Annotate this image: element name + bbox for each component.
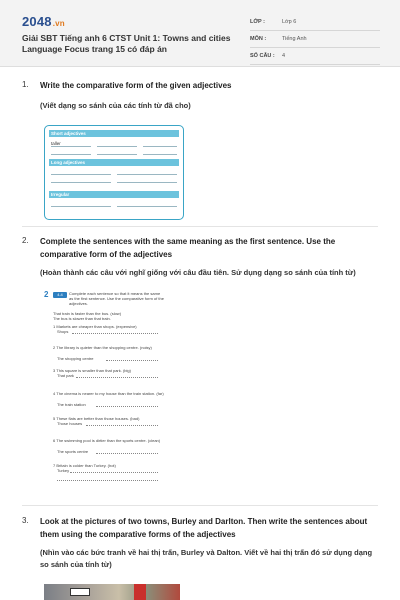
answer-line: [143, 154, 177, 155]
section-short-adjectives: Short adjectives: [49, 130, 179, 137]
logo-suffix: .vn: [52, 19, 65, 28]
item-sentence: 3 This square is smaller than that park. (big): [53, 368, 131, 373]
item-sentence: 5 These flats are better than those houses. (bad): [53, 416, 140, 421]
question-text: Complete the sentences with the same meaning as the first sentence. Use the comparative form of the adjectives: [40, 237, 336, 259]
exercise-instruction: Complete each sentence so that it means the same as the first sentence. Use the comparative form of the adjectives.: [69, 291, 164, 306]
question-3: [22, 516, 382, 580]
page-header: [0, 0, 400, 67]
item-prompt: Shops: [57, 329, 69, 334]
item-prompt: Those houses: [57, 421, 83, 426]
section-divider: [22, 505, 378, 506]
answer-line: [143, 146, 177, 147]
exercise-tag: 4.4: [53, 292, 67, 298]
question-1: [22, 80, 382, 120]
question-translation: (Viết dạng so sánh của các tính từ đã cho): [40, 101, 191, 110]
item-prompt: That park: [57, 373, 74, 378]
item-sentence: 1 Markets are cheaper than shops. (expensive): [53, 324, 137, 329]
document-title: Giải SBT Tiếng anh 6 CTST Unit 1: Towns and cities Language Focus trang 15 có đáp án: [22, 33, 231, 54]
meta-value: Tiếng Anh: [282, 36, 307, 42]
answer-line: [51, 154, 91, 155]
item-sentence: 7 Britain is colder than Turkey. (hot): [53, 463, 116, 468]
answer-line: [117, 174, 177, 175]
question-text: Look at the pictures of two towns, Burley and Darlton. Then write the sentences about them using the comparative forms of the adjectives: [40, 517, 368, 539]
answer-line: [86, 425, 158, 426]
meta-row-grade: [250, 14, 380, 31]
answer-line: [51, 182, 111, 183]
meta-key: LỚP :: [250, 19, 265, 25]
answer-line: [51, 206, 111, 207]
meta-row-count: [250, 48, 380, 65]
meta-table: [250, 14, 380, 65]
section-long-adjectives: Long adjectives: [49, 159, 179, 166]
section-divider: [22, 226, 378, 227]
item-sentence: 4 The cinema is nearer to my house than the train station. (far): [53, 391, 164, 396]
answer-line: [76, 377, 158, 378]
example-sentence: That train is faster than the bus. (slow): [53, 311, 122, 316]
question-translation: (Hoàn thành các câu với nghĩ giống với câu đầu tiên. Sử dụng dạng so sánh của tính từ): [40, 268, 356, 277]
exercise-1-image: [44, 125, 184, 220]
answer-line: [97, 146, 137, 147]
answer-line: [117, 182, 177, 183]
example-answer: The bus is slower than that train.: [53, 316, 111, 321]
answer-line: [70, 472, 158, 473]
question-2: [22, 236, 382, 286]
answer-line: [51, 146, 91, 147]
sample-word: taller: [51, 141, 61, 146]
street-sign: [70, 588, 90, 596]
answer-line: [72, 333, 158, 334]
answer-line: [57, 480, 158, 481]
meta-value: 4: [282, 53, 286, 59]
item-sentence: 6 The swimming pool is dirtier than the sports centre. (clean): [53, 438, 161, 443]
meta-row-subject: [250, 31, 380, 48]
section-irregular: Irregular: [49, 191, 179, 198]
question-number: 1.: [22, 80, 29, 89]
question-text: Write the comparative form of the given adjectives: [40, 81, 232, 90]
item-prompt: Turkey: [57, 468, 70, 473]
item-prompt: The train station: [57, 402, 86, 407]
exercise-number: 2: [44, 290, 49, 299]
item-prompt: The shopping centre: [57, 356, 94, 361]
meta-key: MÔN :: [250, 36, 267, 42]
site-logo[interactable]: [22, 14, 65, 29]
answer-line: [97, 154, 137, 155]
meta-key: SỐ CÂU :: [250, 53, 275, 59]
answer-line: [106, 360, 158, 361]
item-sentence: 2 The library is quieter than the shopping centre. (noisy): [53, 345, 152, 350]
answer-line: [96, 453, 158, 454]
logo-main: 2048: [22, 14, 52, 29]
exercise-3-image: [44, 584, 180, 600]
exercise-2-image: [44, 290, 164, 490]
question-number: 2.: [22, 236, 29, 245]
question-translation: (Nhìn vào các bức tranh về hai thị trấn, Burley và Dalton. Viết về hai thị trấn đó sử dụng dạng so sánh của tính từ): [40, 548, 373, 569]
item-prompt: The sports centre: [57, 449, 89, 454]
question-number: 3.: [22, 516, 29, 525]
answer-line: [96, 406, 158, 407]
post-box: [134, 584, 146, 600]
answer-line: [51, 174, 111, 175]
meta-value: Lớp 6: [282, 19, 297, 25]
answer-line: [117, 206, 177, 207]
